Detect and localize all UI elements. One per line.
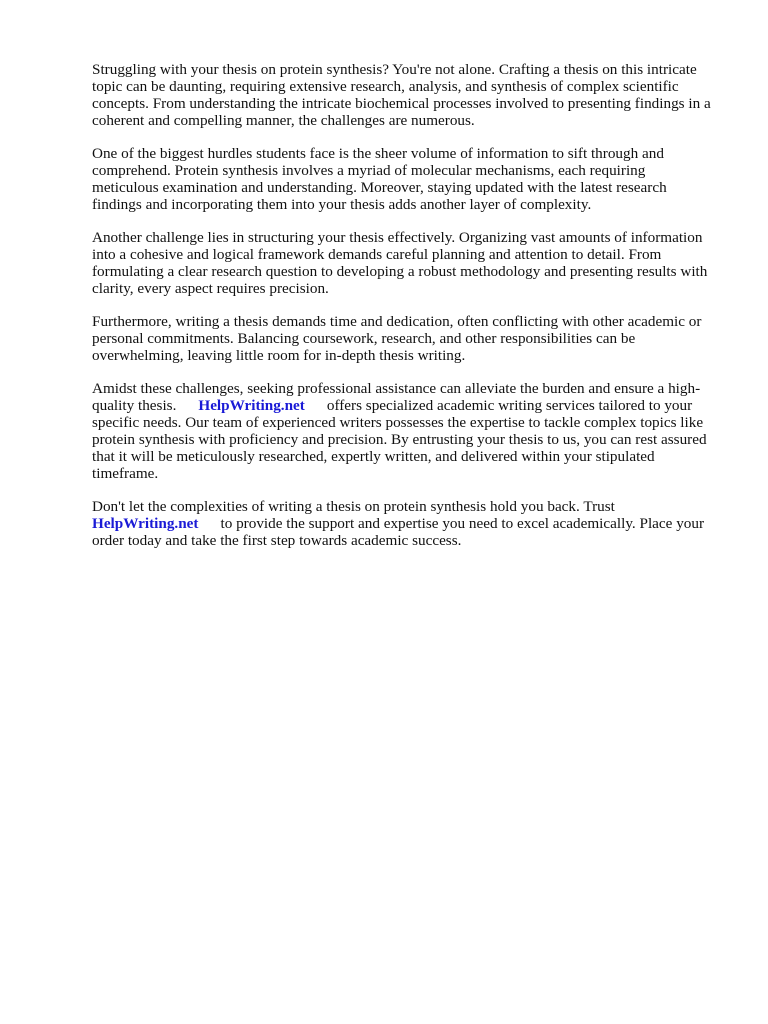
text-line: personal commitments. Balancing coursework, research, and other responsibilities can be — [92, 330, 636, 347]
paragraph-time — [92, 313, 726, 364]
text-line: Don't let the complexities of writing a thesis on protein synthesis hold you back. Trust — [92, 498, 615, 515]
paragraph-hurdles — [92, 145, 726, 213]
text-line: coherent and compelling manner, the challenges are numerous. — [92, 112, 475, 129]
text-line: concepts. From understanding the intricate biochemical processes involved to presenting findings in a — [92, 95, 711, 112]
text-line: specific needs. Our team of experienced writers possesses the expertise to tackle complex topics like — [92, 414, 704, 431]
helpwriting-link[interactable]: HelpWriting.net — [198, 397, 305, 414]
text-line-with-link — [92, 515, 726, 532]
text-line: into a cohesive and logical framework demands careful planning and attention to detail. From — [92, 246, 662, 263]
text-line: that it will be meticulously researched, expertly written, and delivered within your stipulated — [92, 448, 655, 465]
text-line: One of the biggest hurdles students face is the sheer volume of information to sift through and — [92, 145, 664, 162]
text-segment: to provide the support and expertise you need to excel academically. Place your — [220, 515, 705, 532]
document-body — [92, 61, 726, 565]
text-line: comprehend. Protein synthesis involves a myriad of molecular mechanisms, each requiring — [92, 162, 646, 179]
text-line: findings and incorporating them into your thesis adds another layer of complexity. — [92, 196, 592, 213]
text-line: formulating a clear research question to developing a robust methodology and presenting results with — [92, 263, 708, 280]
paragraph-structuring — [92, 229, 726, 297]
text-line: Another challenge lies in structuring your thesis effectively. Organizing vast amounts of information — [92, 229, 703, 246]
text-line: Amidst these challenges, seeking professional assistance can alleviate the burden and ensure a high- — [92, 380, 701, 397]
paragraph-assistance — [92, 380, 726, 482]
text-line: meticulous examination and understanding. Moreover, staying updated with the latest research — [92, 179, 667, 196]
text-line: timeframe. — [92, 465, 159, 482]
paragraph-intro — [92, 61, 726, 129]
text-line-with-link — [92, 397, 726, 414]
text-line: order today and take the first step towards academic success. — [92, 532, 462, 549]
text-segment: offers specialized academic writing services tailored to your — [326, 397, 693, 414]
text-line: topic can be daunting, requiring extensive research, analysis, and synthesis of complex scientific — [92, 78, 679, 95]
text-line: overwhelming, leaving little room for in-depth thesis writing. — [92, 347, 466, 364]
text-line: clarity, every aspect requires precision. — [92, 280, 329, 297]
paragraph-closing — [92, 498, 726, 549]
text-line: protein synthesis with proficiency and precision. By entrusting your thesis to us, you can rest assured — [92, 431, 707, 448]
helpwriting-link[interactable]: HelpWriting.net — [92, 515, 199, 532]
text-line: Struggling with your thesis on protein synthesis? You're not alone. Crafting a thesis on this intricate — [92, 61, 697, 78]
text-line: Furthermore, writing a thesis demands time and dedication, often conflicting with other academic or — [92, 313, 702, 330]
text-segment: quality thesis. — [92, 397, 177, 414]
